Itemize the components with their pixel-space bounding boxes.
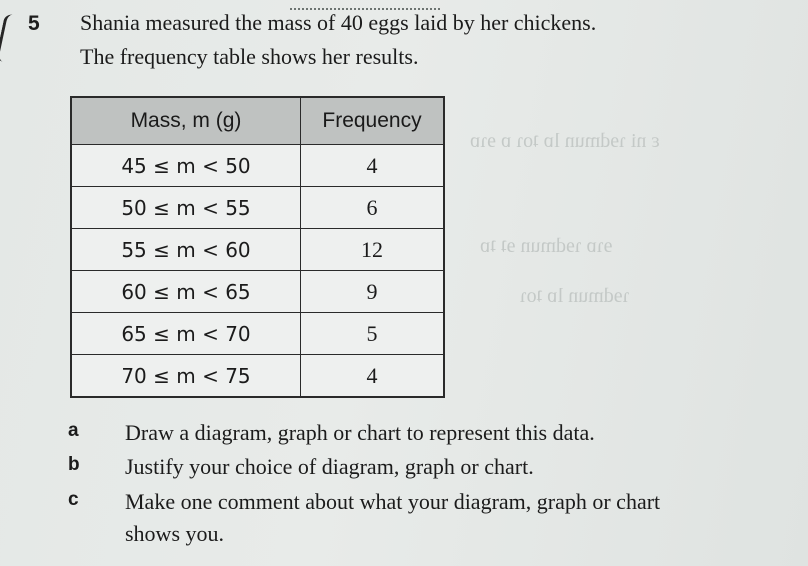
frequency-table [70,96,445,398]
table-row [71,271,444,313]
table-row [71,355,444,398]
mass-cell: 70 ≤ m < 75 [71,355,300,398]
frequency-cell: 4 [300,145,444,187]
bleed-through-text: ε ni ɿɘdmun lɒ ʇoɿ ɒ ɘɿɒ [470,130,660,152]
part-letter: a [68,420,79,441]
frequency-cell: 4 [300,355,444,398]
question-number: 5 [28,12,40,35]
part-text: Draw a diagram, graph or chart to represent this data. [125,420,595,445]
mass-cell: 55 ≤ m < 60 [71,229,300,271]
bleed-through-text: ɿɘdmun lɒ ʇoɿ [520,285,630,307]
bleed-through-text: ɘɿɒ ɿɘdmun ɘʇ ʇɒ [480,235,613,257]
part-text: Justify your choice of diagram, graph or chart. [125,454,534,479]
frequency-cell: 12 [300,229,444,271]
question-text-line-2: The frequency table shows her results. [80,44,419,69]
table-header-row [71,97,444,145]
table-row [71,229,444,271]
mass-cell: 60 ≤ m < 65 [71,271,300,313]
question-text-line-1: Shania measured the mass of 40 eggs laid by her chickens. [80,10,597,35]
table-row [71,145,444,187]
part-letter: c [68,489,79,510]
part-text: Make one comment about what your diagram, graph or chart [125,489,661,514]
margin-pen-mark [0,13,18,63]
frequency-cell: 5 [300,313,444,355]
table-row [71,187,444,229]
part-letter: b [68,454,80,475]
header-mass: Mass, m (g) [71,97,300,145]
header-frequency: Frequency [300,97,444,145]
mass-cell: 65 ≤ m < 70 [71,313,300,355]
table-row [71,313,444,355]
frequency-cell: 6 [300,187,444,229]
frequency-cell: 9 [300,271,444,313]
part-text-continued: shows you. [125,521,225,546]
mass-cell: 45 ≤ m < 50 [71,145,300,187]
mass-cell: 50 ≤ m < 55 [71,187,300,229]
